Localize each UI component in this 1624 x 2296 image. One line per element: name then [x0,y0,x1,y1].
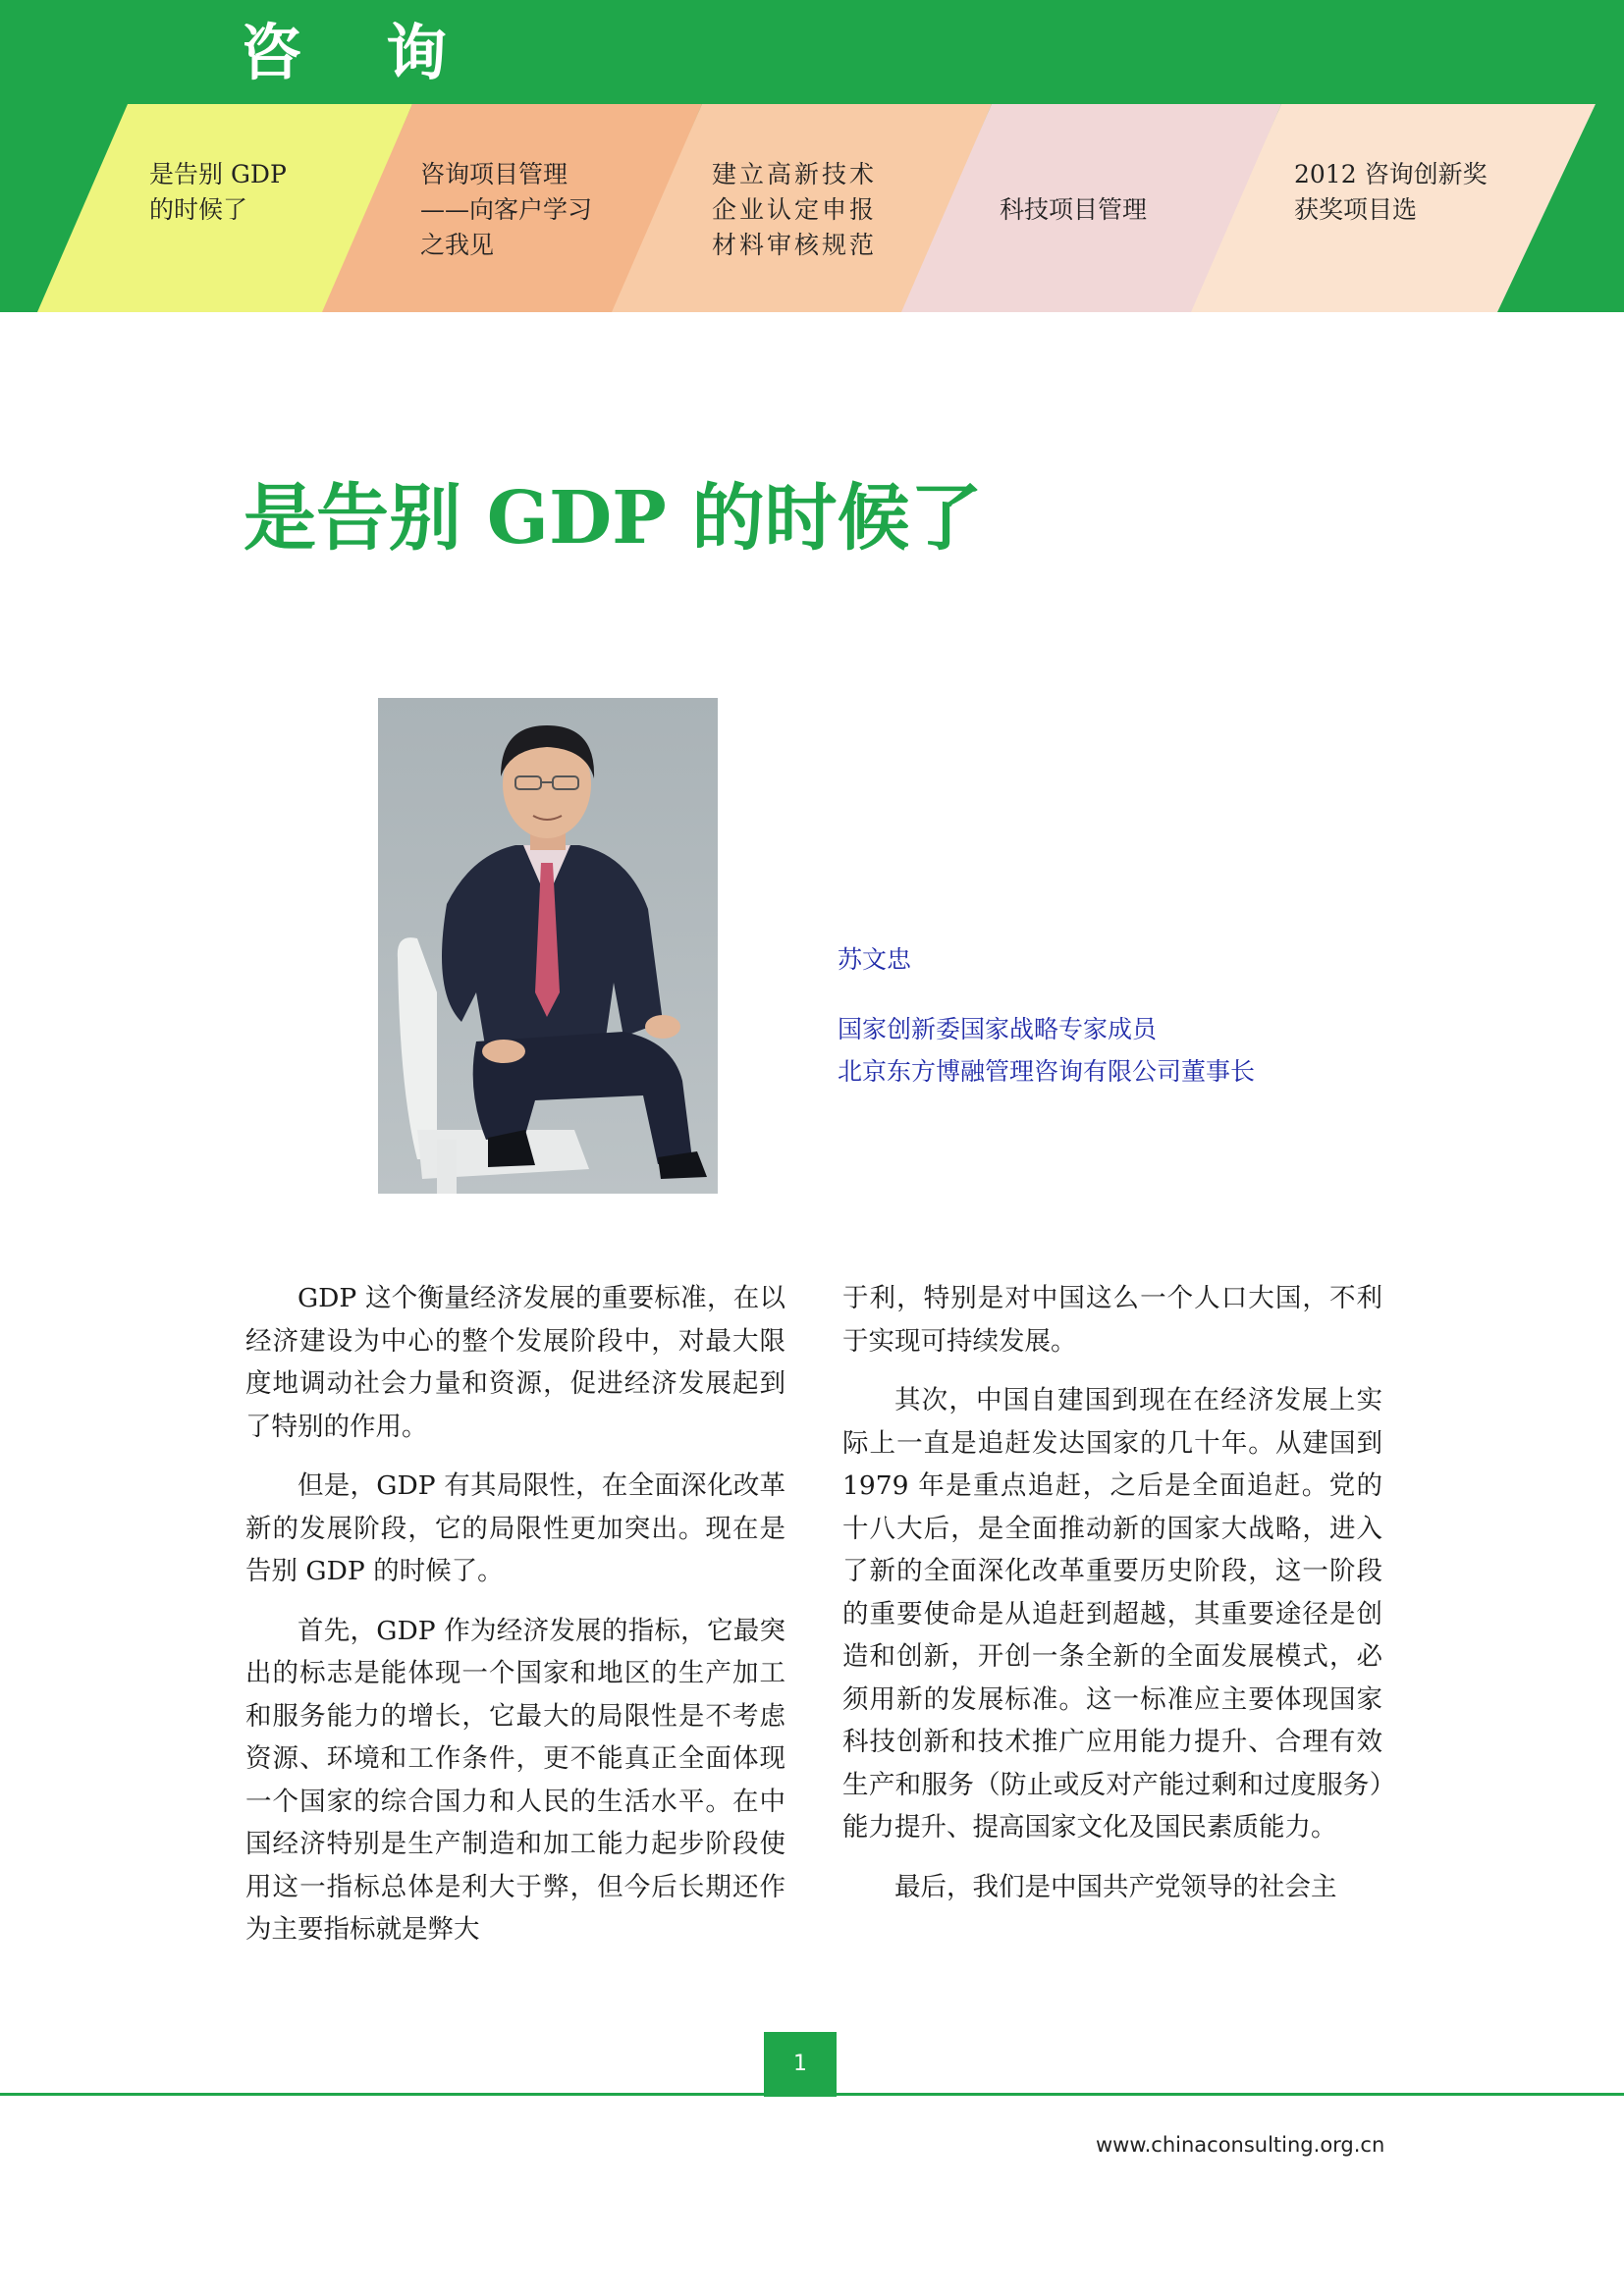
paragraph: 但是，GDP 有其局限性，在全面深化改革新的发展阶段，它的局限性更加突出。现在是告别 GDP 的时候了。 [245,1470,785,1586]
article-title: 是告别 GDP 的时候了 [244,476,983,561]
article-column-left [245,1277,785,1968]
nav-item-tech-project[interactable]: 科技项目管理 [1000,195,1148,224]
paragraph: 其次，中国自建国到现在在经济发展上实际上一直是追赶发达国家的几十年。从建国到 1979 年是重点追赶，之后是全面追赶。党的十八大后，是全面推动新的国家大战略，进入了新的全面深化改革重要历史阶段，这一阶段的重要使命是从追赶到超越，其重要途径是创造和创新，开创一条全新的全面发展模式，必须用新的发展标准。这一标准应主要体现国家科技创新和技术推广应用能力提升、合理有效生产和服务（防止或反对产能过剩和过度服务）能力提升、提高国家文化及国民素质能力。 [842,1385,1382,1842]
website-url[interactable]: www.chinaconsulting.org.cn [1096,2133,1385,2157]
author-role-2: 北京东方博融管理咨询有限公司董事长 [838,1057,1256,1086]
author-portrait [378,698,718,1194]
page-number: 1 [764,2032,837,2097]
nav-item-innovation-award[interactable]: 2012 咨询创新奖 获奖项目选 [1294,160,1488,224]
section-title: 咨询 [241,17,532,88]
nav-item-gdp[interactable]: 是告别 GDP 的时候了 [149,160,287,224]
author-role-1: 国家创新委国家战略专家成员 [838,1015,1158,1043]
paragraph: GDP 这个衡量经济发展的重要标准，在以经济建设为中心的整个发展阶段中，对最大限度地调动社会力量和资源，促进经济发展起到了特别的作用。 [245,1283,785,1442]
paragraph: 最后，我们是中国共产党领导的社会主 [894,1871,1337,1902]
author-name: 苏文忠 [838,945,912,974]
paragraph: 首先，GDP 作为经济发展的指标，它最突出的标志是能体现一个国家和地区的生产加工和服务能力的增长，它最大的局限性是不考虑资源、环境和工作条件，更不能真正全面体现一个国家的综合国力和人民的生活水平。在中国经济特别是生产制造和加工能力起步阶段使用这一指标总体是利大于弊，但今后长期还作为主要指标就是弊大 [245,1615,785,1945]
paragraph-continuation: 于利，特别是对中国这么一个人口大国，不利于实现可持续发展。 [842,1283,1382,1357]
article-column-right [842,1277,1382,1925]
nav-tabs-shapes [0,0,1624,312]
nav-item-project-management[interactable]: 咨询项目管理 ——向客户学习 之我见 [420,160,593,259]
nav-item-high-tech[interactable]: 建立高新技术 企业认定申报 材料审核规范 [712,160,878,259]
